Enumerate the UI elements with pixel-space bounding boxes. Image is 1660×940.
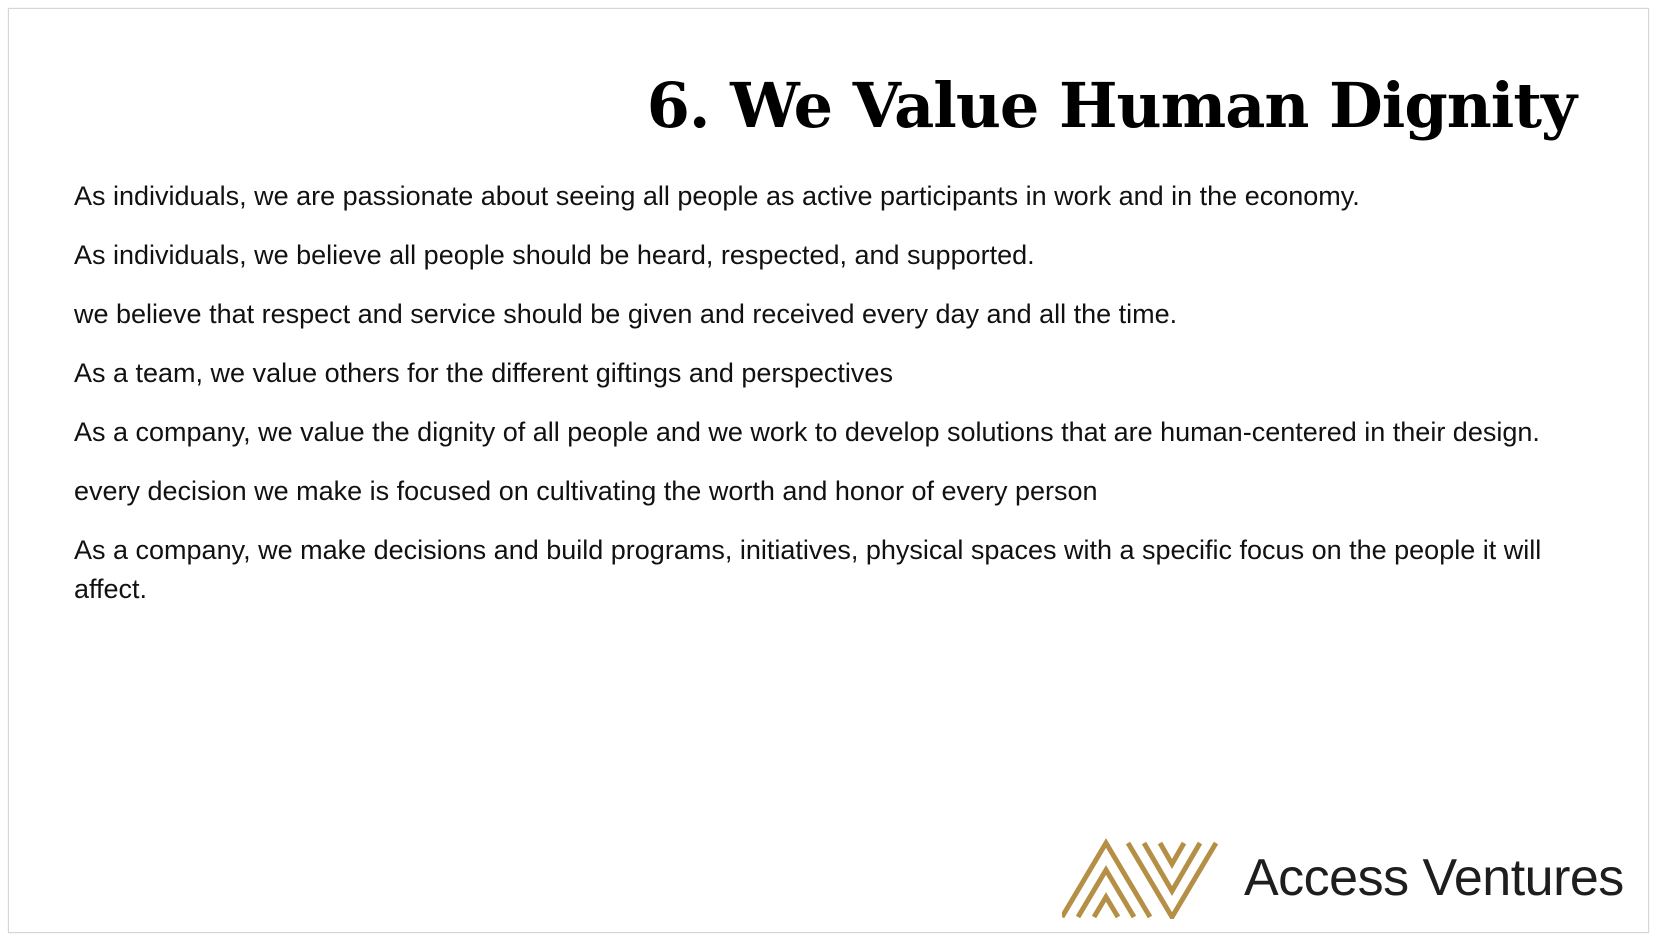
slide: [8, 8, 1649, 933]
paragraph-6: every decision we make is focused on cultivating the worth and honor of every person: [74, 476, 1098, 506]
logo-wordmark: Access Ventures: [1244, 849, 1624, 907]
paragraph-7: As a company, we make decisions and build programs, initiatives, physical spaces with a specific focus on the people it will affect.: [74, 535, 1542, 604]
paragraph-5: As a company, we value the dignity of all people and we work to develop solutions that are human-centered in their design.: [74, 417, 1540, 447]
body-text-list: [74, 177, 1604, 629]
paragraph-4: As a team, we value others for the different giftings and perspectives: [74, 358, 893, 388]
slide-title: 6. We Value Human Dignity: [646, 69, 1576, 142]
company-logo: [1062, 837, 1624, 919]
access-ventures-logo-mark-icon: [1062, 837, 1222, 919]
paragraph-1: As individuals, we are passionate about seeing all people as active participants in work and in the economy.: [74, 181, 1360, 211]
paragraph-2: As individuals, we believe all people should be heard, respected, and supported.: [74, 240, 1035, 270]
paragraph-3: we believe that respect and service should be given and received every day and all the time.: [74, 299, 1178, 329]
